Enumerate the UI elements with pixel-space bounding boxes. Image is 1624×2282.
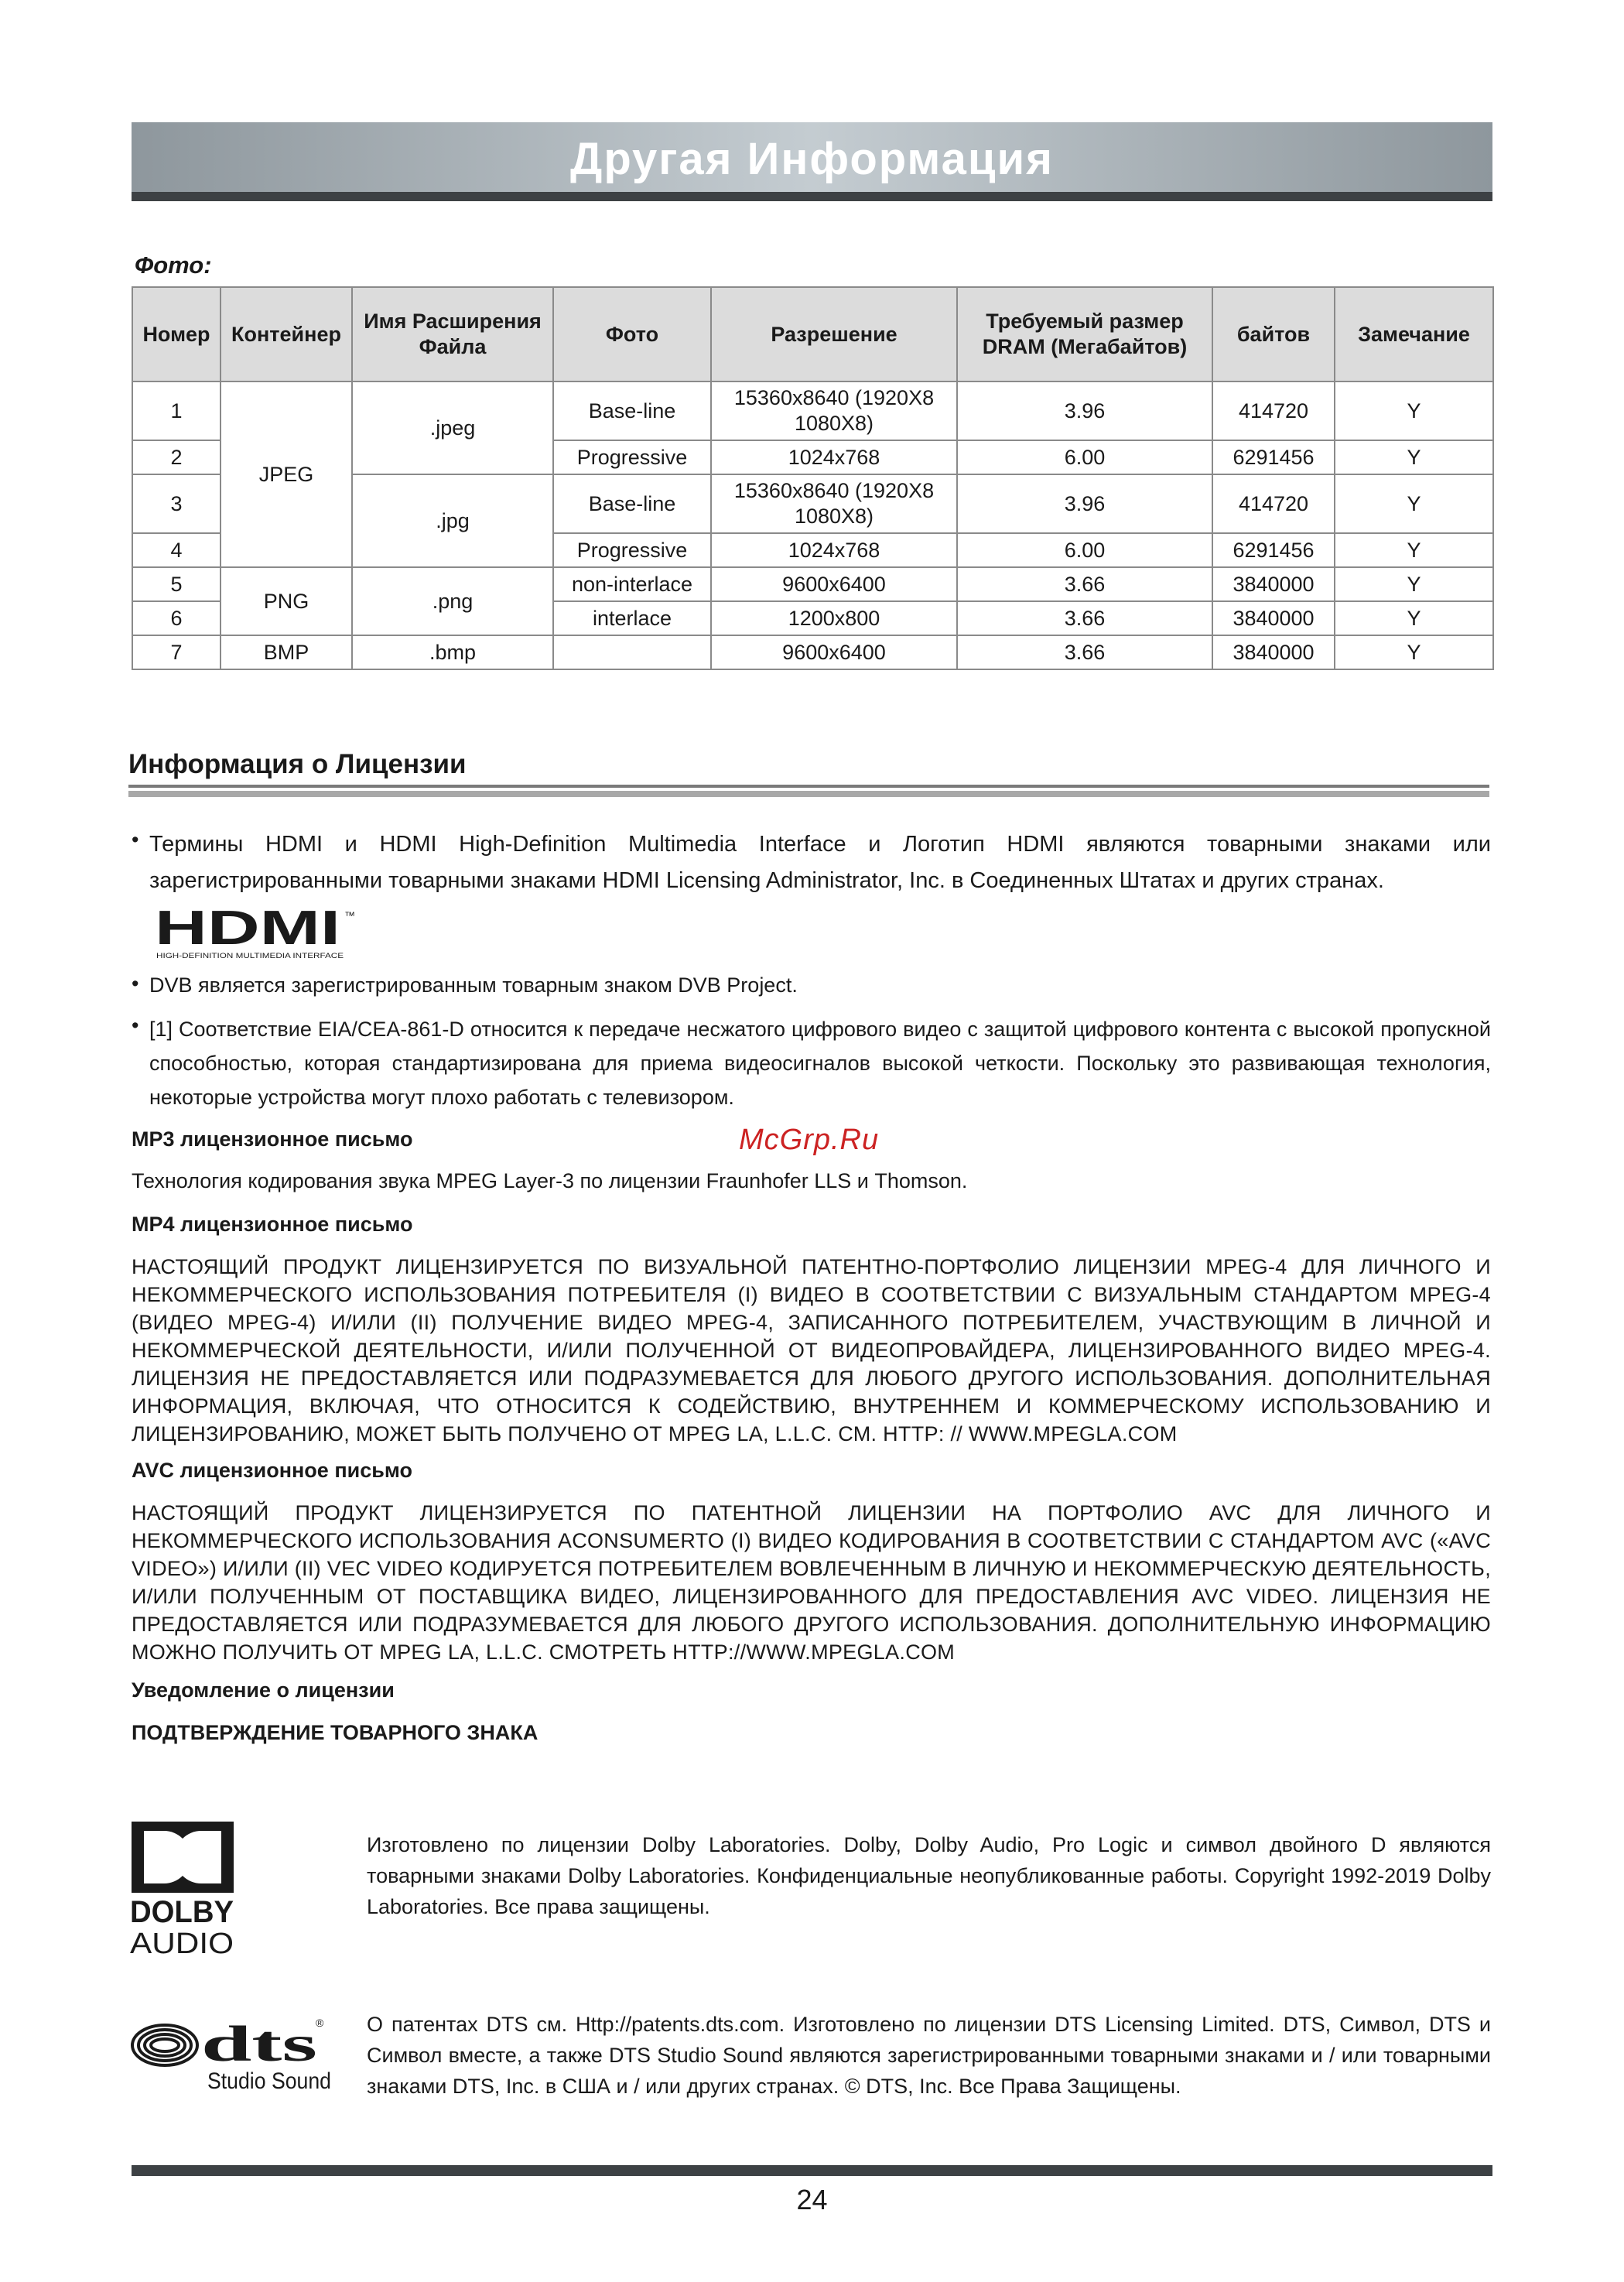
dts-studio-sound-logo [130, 2016, 335, 2093]
table-row [132, 567, 1493, 601]
table-cell: Y [1335, 533, 1493, 567]
table-header-row [132, 287, 1493, 381]
license-heading: Информация о Лицензии [128, 749, 467, 779]
table-cell: 6.00 [957, 440, 1212, 474]
table-cell: Progressive [553, 440, 711, 474]
column-header: Требуемый размер DRAM (Мегабайтов) [957, 287, 1212, 381]
header-divider [132, 192, 1492, 201]
section-title: Другая Информация [570, 133, 1054, 184]
dolby-audio-logo [130, 1820, 246, 1958]
hdmi-trademark-text: Термины HDMI и HDMI High-Definition Multimedia Interface и Логотип HDMI являются товарными знаками или зарегистрированными товарными знаками HDMI Licensing Administrator, Inc. в Соединенных Штатах и других странах. [149, 832, 1491, 893]
table-cell: 6.00 [957, 533, 1212, 567]
table-cell [553, 635, 711, 669]
table-cell: 3.66 [957, 601, 1212, 635]
table-cell: 15360x8640 (1920X8 1080X8) [711, 381, 957, 440]
table-cell: Y [1335, 381, 1493, 440]
trademark-acknowledgement-title: ПОДТВЕРЖДЕНИЕ ТОВАРНОГО ЗНАКА [132, 1721, 538, 1744]
footer-divider [132, 2165, 1492, 2176]
hdmi-logo [155, 907, 364, 961]
table-cell: 7 [132, 635, 221, 669]
table-cell: 3 [132, 474, 221, 533]
table-cell: Base-line [553, 381, 711, 440]
table-cell: .bmp [352, 635, 553, 669]
column-header: Разрешение [711, 287, 957, 381]
table-cell: interlace [553, 601, 711, 635]
table-cell: PNG [221, 567, 352, 635]
table-cell: 414720 [1212, 381, 1335, 440]
table-cell: .jpg [352, 474, 553, 567]
column-header: Контейнер [221, 287, 352, 381]
table-row [132, 635, 1493, 669]
table-cell: Y [1335, 601, 1493, 635]
page-number: 24 [796, 2184, 828, 2215]
table-cell: 3.96 [957, 474, 1212, 533]
table-cell: 5 [132, 567, 221, 601]
table-cell: 3840000 [1212, 567, 1335, 601]
table-cell: Y [1335, 635, 1493, 669]
dolby-logo-subword: AUDIO [130, 1928, 234, 1958]
eia-compliance-text: [1] Соответствие EIA/CEA-861-D относится к передаче несжатого цифрового видео с защитой цифрового контента с высокой пропускной способностью, которая стандартизирована для приема видеосигналов высокой четкости. Поскольку это развивающая технология, некоторые устройства могут плохо работать с телевизором. [149, 1018, 1491, 1109]
table-cell: 6291456 [1212, 440, 1335, 474]
table-cell: 3840000 [1212, 635, 1335, 669]
mp3-license-text: Технология кодирования звука MPEG Layer-3 по лицензии Fraunhofer LLS и Thomson. [132, 1169, 968, 1192]
table-cell: 414720 [1212, 474, 1335, 533]
dts-logo-reg: ® [316, 2017, 324, 2029]
table-cell: 1 [132, 381, 221, 440]
table-cell: non-interlace [553, 567, 711, 601]
photo-format-table [132, 286, 1494, 670]
dolby-logo-word: DOLBY [130, 1895, 234, 1929]
table-cell: .png [352, 567, 553, 635]
table-cell: 6 [132, 601, 221, 635]
table-cell: 1200x800 [711, 601, 957, 635]
license-notice-title: Уведомление о лицензии [132, 1678, 395, 1702]
table-cell: .jpeg [352, 381, 553, 474]
license-divider [128, 785, 1489, 788]
hdmi-logo-subtitle: HIGH-DEFINITION MULTIMEDIA INTERFACE [156, 952, 344, 960]
avc-license-text: НАСТОЯЩИЙ ПРОДУКТ ЛИЦЕНЗИРУЕТСЯ ПО ПАТЕНТНОЙ ЛИЦЕНЗИИ НА ПОРТФОЛИО AVC ДЛЯ ЛИЧНОГО И НЕКОММЕРЧЕСКОГО ИСПОЛЬЗОВАНИЯ ACONSUMERTO (I) ВИДЕО КОДИРОВАНИЯ В СООТВЕТСТВИИ С СТАНДАРТОМ AVC («AVC VIDEO») И/ИЛИ (II) VEC VIDEO КОДИРУЕТСЯ ПОТРЕБИТЕЛЕМ ВОВЛЕЧЕННЫМ В ЛИЧНУЮ И НЕКОММЕРЧЕСКУЮ ДЕЯТЕЛЬНОСТЬ, И/ИЛИ ПОЛУЧЕННЫМ ОТ ПОСТАВЩИКА ВИДЕО, ЛИЦЕНЗИРОВАННОГО ДЛЯ ПРЕДОСТАВЛЕНИЯ AVC VIDEO. ЛИЦЕНЗИЯ НЕ ПРЕДОСТАВЛЯЕТСЯ ИЛИ ПОДРАЗУМЕВАЕТСЯ ДЛЯ ЛЮБОГО ДРУГОГО ИСПОЛЬЗОВАНИЯ. ДОПОЛНИТЕЛЬНУЮ ИНФОРМАЦИЮ МОЖНО ПОЛУЧИТЬ ОТ MPEG LA, L.L.C. СМОТРЕТЬ HTTP://WWW.MPEGLA.COM [132, 1501, 1491, 1664]
column-header: Замечание [1335, 287, 1493, 381]
mp3-license-title: MP3 лицензионное письмо [132, 1127, 413, 1151]
table-cell: Progressive [553, 533, 711, 567]
column-header: байтов [1212, 287, 1335, 381]
avc-license-title: AVC лицензионное письмо [132, 1459, 412, 1482]
column-header: Номер [132, 287, 221, 381]
table-cell: Y [1335, 440, 1493, 474]
table-cell: Base-line [553, 474, 711, 533]
license-divider [128, 791, 1489, 797]
table-cell: 3.66 [957, 567, 1212, 601]
table-cell: Y [1335, 567, 1493, 601]
table-cell: 3.66 [957, 635, 1212, 669]
mp4-license-title: MP4 лицензионное письмо [132, 1213, 413, 1236]
column-header: Фото [553, 287, 711, 381]
hdmi-logo-word: HDMI [155, 907, 340, 955]
table-cell: 4 [132, 533, 221, 567]
table-cell: 3840000 [1212, 601, 1335, 635]
photo-label: Фото: [135, 251, 212, 279]
table-cell: 3.96 [957, 381, 1212, 440]
mp4-license-text: НАСТОЯЩИЙ ПРОДУКТ ЛИЦЕНЗИРУЕТСЯ ПО ВИЗУАЛЬНОЙ ПАТЕНТНО-ПОРТФОЛИО ЛИЦЕНЗИИ MPEG-4 ДЛЯ ЛИЧНОГО И НЕКОММЕРЧЕСКОГО ИСПОЛЬЗОВАНИЯ ПОТРЕБИТЕЛЯ (I) ВИДЕО В СООТВЕТСТВИИ С ВИЗУАЛЬНЫМ СТАНДАРТОМ MPEG-4 (ВИДЕО MPEG-4) И/ИЛИ (II) ПОЛУЧЕНИЕ ВИДЕО MPEG-4, ЗАПИСАННОГО ПОТРЕБИТЕЛЕМ, УЧАСТВУЮЩИМ В ЛИЧНОЙ И НЕКОММЕРЧЕСКОЙ ДЕЯТЕЛЬНОСТИ, И/ИЛИ ПОЛУЧЕННОЙ ОТ ВИДЕОПРОВАЙДЕРА, ЛИЦЕНЗИРОВАННОГО ВИДЕО MPEG-4. ЛИЦЕНЗИЯ НЕ ПРЕДОСТАВЛЯЕТСЯ ИЛИ ПОДРАЗУМЕВАЕТСЯ ДЛЯ ЛЮБОГО ДРУГОГО ИСПОЛЬЗОВАНИЯ. ДОПОЛНИТЕЛЬНАЯ ИНФОРМАЦИЯ, ВКЛЮЧАЯ, ЧТО ОТНОСИТСЯ К СОДЕЙСТВИЮ, ВНУТРЕННЕМ И КОММЕРЧЕСКОМУ ИСПОЛЬЗОВАНИЮ И ЛИЦЕНЗИРОВАНИЮ, МОЖЕТ БЫТЬ ПОЛУЧЕНО ОТ MPEG LA, L.L.C. СМ. HTTP: // WWW.MPEGLA.COM [132, 1255, 1491, 1445]
table-cell: 15360x8640 (1920X8 1080X8) [711, 474, 957, 533]
bullet-marker: • [132, 828, 139, 851]
dts-logo-word: dts [201, 2016, 317, 2072]
dts-logo-subtitle: Studio Sound [207, 2068, 331, 2093]
column-header: Имя Расширения Файла [352, 287, 553, 381]
table-cell: JPEG [221, 381, 352, 567]
dts-license-text: О патентах DTS см. Http://patents.dts.com. Изготовлено по лицензии DTS Licensing Limited. DTS, Символ, DTS и Символ вместе, а также DTS Studio Sound являются зарегистрированными товарными знаками и / или товарными знаками DTS, Inc. в США и / или других странах. © DTS, Inc. Все Права Защищены. [367, 2013, 1491, 2098]
table-cell: 1024x768 [711, 533, 957, 567]
bullet-marker: • [132, 1014, 139, 1037]
table-cell: 1024x768 [711, 440, 957, 474]
table-cell: 2 [132, 440, 221, 474]
hdmi-logo-tm: ™ [344, 909, 355, 922]
watermark: McGrp.Ru [739, 1124, 880, 1156]
table-cell: BMP [221, 635, 352, 669]
table-cell: 9600x6400 [711, 635, 957, 669]
table-cell: Y [1335, 474, 1493, 533]
section-title-banner [132, 122, 1492, 195]
table-cell: 9600x6400 [711, 567, 957, 601]
dvb-trademark-text: DVB является зарегистрированным товарным знаком DVB Project. [149, 973, 798, 997]
table-cell: 6291456 [1212, 533, 1335, 567]
table-row [132, 381, 1493, 440]
bullet-marker: • [132, 972, 139, 995]
dolby-license-text: Изготовлено по лицензии Dolby Laboratories. Dolby, Dolby Audio, Pro Logic и символ двойного D являются товарными знаками Dolby Laboratories. Конфиденциальные неопубликованные работы. Copyright 1992-2019 Dolby Laboratories. Все права защищены. [367, 1833, 1491, 1918]
